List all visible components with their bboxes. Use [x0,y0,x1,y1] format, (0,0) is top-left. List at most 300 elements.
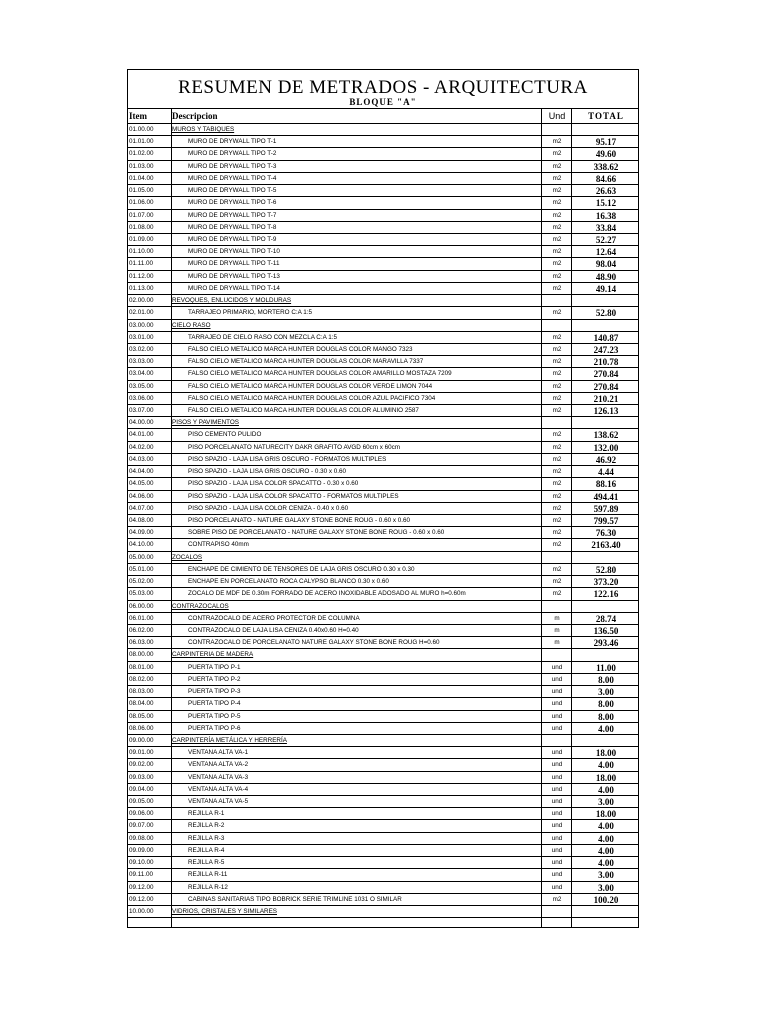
item-unit [542,906,572,917]
item-description: PISO CEMENTO PULIDO [188,431,262,439]
item-unit: und [551,822,563,830]
item-code: 08.01.00 [129,663,154,671]
table-row [128,772,638,784]
item-unit: m2 [552,541,562,549]
item-code: 09.02.00 [129,761,154,769]
item-unit: m2 [552,162,562,170]
item-code: 09.01.00 [129,749,154,757]
item-code: 04.03.00 [129,455,154,463]
item-unit: m2 [552,565,562,573]
item-code: 09.05.00 [129,798,154,806]
item-description: FALSO CIELO METALICO MARCA HUNTER DOUGLAS COLOR AZUL PACIFICO 7304 [188,394,436,402]
item-unit: und [551,846,563,854]
item-total: 88.16 [595,479,617,490]
item-unit [542,295,572,306]
item-code: 03.05.00 [129,382,154,390]
table-row [128,894,638,906]
item-code: 01.06.00 [129,199,154,207]
item-code: 01.13.00 [129,284,154,292]
item-unit: m2 [552,235,562,243]
item-unit [542,552,572,563]
item-total: 52.80 [595,564,617,575]
item-unit: m2 [552,187,562,195]
table-row [128,381,638,393]
item-code: 02.01.00 [129,309,154,317]
item-description: MUROS Y TABIQUES [172,126,235,133]
section-row [128,320,638,332]
table-row [128,429,638,441]
item-total: 12.64 [595,247,617,258]
item-description: REJILLA R-11 [188,871,228,879]
item-code: 01.05.00 [129,187,154,195]
table-row [128,625,638,637]
item-code: 03.00.00 [129,321,154,329]
item-unit: m2 [552,174,562,182]
item-unit: m2 [552,345,562,353]
table-row [128,161,638,173]
item-total: 132.00 [593,442,619,453]
item-total: 4.00 [598,723,614,734]
section-row [128,124,638,136]
section-row [128,735,638,747]
item-code: 09.06.00 [129,810,154,818]
item-total: 373.20 [593,577,619,588]
item-total: 98.04 [595,259,617,270]
item-description: PISO SPAZIO - LAJA LISA COLOR SPACATTO - FORMATOS MULTIPLES [188,492,399,500]
table-row [128,283,638,295]
table-row [128,711,638,723]
item-total: 293.46 [593,638,619,649]
table-row [128,759,638,771]
item-unit: m2 [552,333,562,341]
item-code: 09.12.00 [129,895,154,903]
item-code: 09.11.00 [129,871,154,879]
item-total: 95.17 [595,137,617,148]
table-row [128,307,638,319]
item-total: 210.78 [593,357,619,368]
item-total: 15.12 [595,198,617,209]
item-total [572,649,640,660]
table-row [128,833,638,845]
item-code: 08.02.00 [129,675,154,683]
item-code: 09.10.00 [129,859,154,867]
item-code: 04.08.00 [129,517,154,524]
item-total: 48.90 [595,271,617,282]
item-code: 08.06.00 [129,724,154,732]
table-row [128,588,638,600]
item-total: 76.30 [595,528,617,539]
table-row [128,515,638,527]
item-description: PISO SPAZIO - LAJA LISA GRIS OSCURO - FORMATOS MULTIPLES [188,455,387,463]
item-description: PISO SPAZIO - LAJA LISA GRIS OSCURO - 0.30 x 0.60 [188,468,347,476]
item-description: CIELO RASO [172,321,211,329]
item-total: 46.92 [595,454,617,465]
item-description: FALSO CIELO METALICO MARCA HUNTER DOUGLAS COLOR VERDE LIMON 7044 [188,382,433,390]
item-unit: m2 [552,272,562,280]
item-total: 140.87 [593,332,619,343]
item-total: 138.62 [593,430,619,441]
item-unit: m2 [552,309,562,317]
item-unit: m2 [552,455,562,463]
item-code: 03.01.00 [129,333,154,341]
item-unit: m2 [552,150,562,158]
item-code: 06.00.00 [129,602,154,610]
table-row [128,478,638,490]
item-total: 270.84 [593,381,619,392]
section-row [128,649,638,661]
item-description: VENTANA ALTA VA-3 [188,773,249,781]
item-description: PUERTA TIPO P-4 [188,700,241,708]
item-description: MURO DE DRYWALL TIPO T-5 [188,187,277,195]
item-description: MURO DE DRYWALL TIPO T-3 [188,162,277,170]
item-total: 100.20 [593,894,619,905]
item-unit: m2 [552,517,562,524]
item-code: 04.00.00 [129,419,154,427]
item-unit: m2 [552,480,562,488]
item-description: FALSO CIELO METALICO MARCA HUNTER DOUGLAS COLOR MARAVILLA 7337 [188,358,424,366]
item-unit: m [554,614,560,622]
table-row [128,845,638,857]
item-total: 18.00 [595,772,617,783]
item-code: 04.05.00 [129,480,154,488]
item-unit: und [551,675,563,683]
item-description: MURO DE DRYWALL TIPO T-11 [188,260,280,268]
item-unit: m2 [552,248,562,256]
item-total [572,320,640,331]
item-unit: m2 [552,895,562,903]
item-unit: m2 [552,382,562,390]
item-total: 126.13 [593,406,619,417]
item-unit: m2 [552,590,562,598]
table-body [128,124,638,918]
item-total: 247.23 [593,344,619,355]
section-row [128,295,638,307]
item-total: 4.00 [598,760,614,771]
table-row [128,869,638,881]
item-total: 3.00 [598,882,614,893]
item-unit: und [551,834,563,842]
table-row [128,466,638,478]
header-description: Descripcion [172,111,218,121]
item-unit: m2 [552,211,562,219]
header-total: TOTAL [588,111,624,121]
item-description: ZOCALOS [172,553,203,561]
table-row [128,356,638,368]
item-code: 04.01.00 [129,431,154,439]
item-description: VENTANA ALTA VA-4 [188,785,249,793]
item-total [572,417,640,428]
item-unit: m2 [552,431,562,439]
item-code: 01.01.00 [129,138,154,146]
item-total: 799.57 [593,516,619,526]
header-unit: Und [548,111,566,121]
table-row [128,662,638,674]
section-row [128,906,638,918]
table-row [128,882,638,894]
item-unit: m2 [552,443,562,451]
item-unit: und [551,688,563,696]
item-description: MURO DE DRYWALL TIPO T-2 [188,150,277,158]
metrados-sheet [127,69,639,928]
item-code: 05.03.00 [129,590,154,598]
item-description: PISO SPAZIO - LAJA LISA COLOR CENIZA - 0.40 x 0.60 [188,504,349,512]
item-total: 3.00 [598,870,614,881]
table-row [128,405,638,417]
table-row [128,637,638,649]
item-description: PUERTA TIPO P-2 [188,675,241,683]
item-description: PUERTA TIPO P-1 [188,663,241,671]
table-row [128,503,638,515]
item-description: REVOQUES, ENLUCIDOS Y MOLDURAS [172,297,292,305]
item-total: 18.00 [595,748,617,759]
item-description: MURO DE DRYWALL TIPO T-7 [188,211,277,219]
item-unit: und [551,773,563,781]
item-description: FALSO CIELO METALICO MARCA HUNTER DOUGLAS COLOR MANGO 7323 [188,345,413,353]
item-total [572,601,640,612]
item-unit: m [554,626,560,634]
item-total: 16.38 [595,210,617,221]
item-total: 136.50 [593,625,619,636]
item-description: MURO DE DRYWALL TIPO T-9 [188,235,277,243]
item-unit: und [551,749,563,757]
item-total [572,124,640,135]
item-unit: und [551,761,563,769]
item-description: PISO PORCELANATO - NATURE GALAXY STONE BONE ROUG - 0.60 x 0.60 [188,517,410,524]
item-description: PISO SPAZIO - LAJA LISA COLOR SPACATTO - 0.30 x 0.60 [188,480,359,488]
item-total: 4.00 [598,821,614,832]
item-description: REJILLA R-1 [188,810,225,818]
item-code: 01.07.00 [129,211,154,219]
item-code: 09.04.00 [129,785,154,793]
item-code: 09.00.00 [129,736,154,744]
item-description: FALSO CIELO METALICO MARCA HUNTER DOUGLAS COLOR AMARILLO MOSTAZA 7209 [188,370,452,378]
table-row [128,539,638,551]
item-total: 4.00 [598,858,614,869]
item-description: REJILLA R-12 [188,883,228,891]
item-total: 28.74 [595,613,617,624]
item-total: 8.00 [598,711,614,722]
item-unit: und [551,810,563,818]
item-unit: und [551,712,563,720]
item-code: 05.01.00 [129,565,154,573]
item-total: 52.80 [595,308,617,319]
item-total: 122.16 [593,589,619,600]
item-description: PISOS Y PAVIMENTOS [172,419,239,427]
item-total: 4.00 [598,845,614,856]
item-code: 02.00.00 [129,297,154,305]
item-code: 04.10.00 [129,541,154,549]
item-unit: m2 [552,407,562,415]
item-code: 03.07.00 [129,407,154,415]
item-code: 03.03.00 [129,358,154,366]
item-description: MURO DE DRYWALL TIPO T-1 [188,138,277,146]
item-unit: m2 [552,223,562,231]
item-code: 03.06.00 [129,394,154,402]
item-code: 05.00.00 [129,553,154,561]
item-code: 01.12.00 [129,272,154,280]
item-total: 210.21 [593,393,619,404]
table-row [128,527,638,539]
item-unit: m2 [552,358,562,366]
item-total: 494.41 [593,491,619,502]
item-code: 08.03.00 [129,688,154,696]
item-unit: m2 [552,578,562,586]
item-code: 01.00.00 [129,126,154,133]
item-description: CONTRAZOCALOS [172,602,229,610]
table-row [128,368,638,380]
item-description: REJILLA R-2 [188,822,225,830]
item-code: 01.03.00 [129,162,154,170]
table-row [128,723,638,735]
item-unit: m [554,639,560,647]
item-unit: m2 [552,468,562,476]
item-total: 3.00 [598,797,614,808]
table-row [128,808,638,820]
item-description: PUERTA TIPO P-6 [188,724,241,732]
table-row [128,210,638,222]
item-unit: und [551,859,563,867]
item-total [572,906,640,917]
table-row [128,491,638,503]
item-total: 4.44 [598,467,614,478]
document-title: RESUMEN DE METRADOS - ARQUITECTURA [178,77,588,98]
table-row [128,136,638,148]
table-header [128,108,638,124]
table-row [128,796,638,808]
item-code: 09.08.00 [129,834,154,842]
item-unit: m2 [552,260,562,268]
item-total: 3.00 [598,687,614,698]
item-total [572,552,640,563]
item-code: 08.05.00 [129,712,154,720]
item-unit: m2 [552,504,562,512]
table-row [128,454,638,466]
table-row [128,686,638,698]
item-unit: und [551,724,563,732]
table-row [128,222,638,234]
item-total: 11.00 [596,662,616,673]
table-row [128,820,638,832]
item-description: TARRAJEO PRIMARIO, MORTERO C:A 1:5 [188,309,312,317]
item-code: 06.03.00 [129,639,154,647]
item-description: MURO DE DRYWALL TIPO T-13 [188,272,280,280]
table-row [128,332,638,344]
table-row [128,271,638,283]
item-unit [542,124,572,135]
item-code: 04.09.00 [129,529,154,537]
item-description: MURO DE DRYWALL TIPO T-4 [188,174,277,182]
item-description: REJILLA R-5 [188,859,225,867]
item-code: 01.08.00 [129,223,154,231]
item-unit: und [551,663,563,671]
item-description: PUERTA TIPO P-5 [188,712,241,720]
item-code: 03.02.00 [129,345,154,353]
item-total: 26.63 [595,186,617,197]
item-description: ENCHAPE EN PORCELANATO ROCA CALYPSO BLANCO 0.30 x 0.60 [188,578,389,586]
table-row [128,148,638,160]
item-unit: m2 [552,138,562,146]
item-unit: und [551,785,563,793]
table-row [128,674,638,686]
item-code: 04.04.00 [129,468,154,476]
item-code: 04.06.00 [129,492,154,500]
table-row [128,393,638,405]
table-row [128,442,638,454]
section-row [128,552,638,564]
table-row [128,784,638,796]
section-row [128,601,638,613]
item-code: 09.07.00 [129,822,154,830]
item-total: 8.00 [598,674,614,685]
table-row [128,857,638,869]
item-total: 18.00 [595,809,617,820]
item-description: REJILLA R-3 [188,834,225,842]
item-unit: und [551,700,563,708]
item-total: 49.14 [595,283,617,294]
item-code: 01.02.00 [129,150,154,158]
item-unit: und [551,798,563,806]
item-total: 4.00 [598,833,614,844]
section-row [128,417,638,429]
item-description: MURO DE DRYWALL TIPO T-8 [188,223,277,231]
table-row [128,185,638,197]
item-code: 06.01.00 [129,614,154,622]
table-row [128,613,638,625]
item-description: FALSO CIELO METALICO MARCA HUNTER DOUGLAS COLOR ALUMINIO 2587 [188,407,419,415]
table-row [128,698,638,710]
item-total: 597.89 [593,503,619,514]
table-row [128,747,638,759]
item-code: 01.04.00 [129,174,154,182]
document-subtitle: BLOQUE "A" [349,97,417,107]
item-unit [542,417,572,428]
item-code: 10.00.00 [129,908,154,915]
table-row [128,234,638,246]
item-total: 52.27 [595,234,617,245]
item-code: 06.02.00 [129,626,154,634]
item-code: 01.09.00 [129,235,154,243]
item-total: 33.84 [595,222,617,233]
item-code: 04.02.00 [129,443,154,451]
item-description: TARRAJEO DE CIELO RASO CON MEZCLA C:A 1:5 [188,333,337,341]
item-description: PUERTA TIPO P-3 [188,688,241,696]
item-total: 84.66 [595,173,617,184]
item-description: VIDRIOS, CRISTALES Y SIMILARES [172,908,277,915]
item-unit: und [551,871,563,879]
item-description: CABINAS SANITARIAS TIPO BOBRICK SERIE TRIMLINE 1031 O SIMILAR [188,895,402,903]
item-unit: m2 [552,284,562,292]
item-description: MURO DE DRYWALL TIPO T-6 [188,199,277,207]
item-unit [542,320,572,331]
item-code: 09.09.00 [129,846,154,854]
table-row [128,344,638,356]
table-row [128,564,638,576]
item-description: CONTRAZOCALO DE ACERO PROTECTOR DE COLUMNA [188,614,360,622]
item-code: 03.04.00 [129,370,154,378]
item-description: CONTRAZOCALO DE LAJA LISA CENIZA 0.40x0.60 H=0.40 [188,626,359,634]
item-code: 01.11.00 [129,260,154,268]
item-code: 09.03.00 [129,773,154,781]
table-row [128,173,638,185]
item-description: VENTANA ALTA VA-2 [188,761,249,769]
item-total [572,735,640,746]
item-total: 8.00 [598,699,614,710]
item-description: CONTRAZOCALO DE PORCELANATO NATURE GALAXY STONE BONE ROUG H=0.60 [188,639,440,647]
item-total: 338.62 [593,161,619,172]
item-description: SOBRE PISO DE PORCELANATO - NATURE GALAXY STONE BONE ROUG - 0.60 x 0.60 [188,529,445,537]
item-total: 4.00 [598,784,614,795]
item-code: 08.00.00 [129,651,154,659]
